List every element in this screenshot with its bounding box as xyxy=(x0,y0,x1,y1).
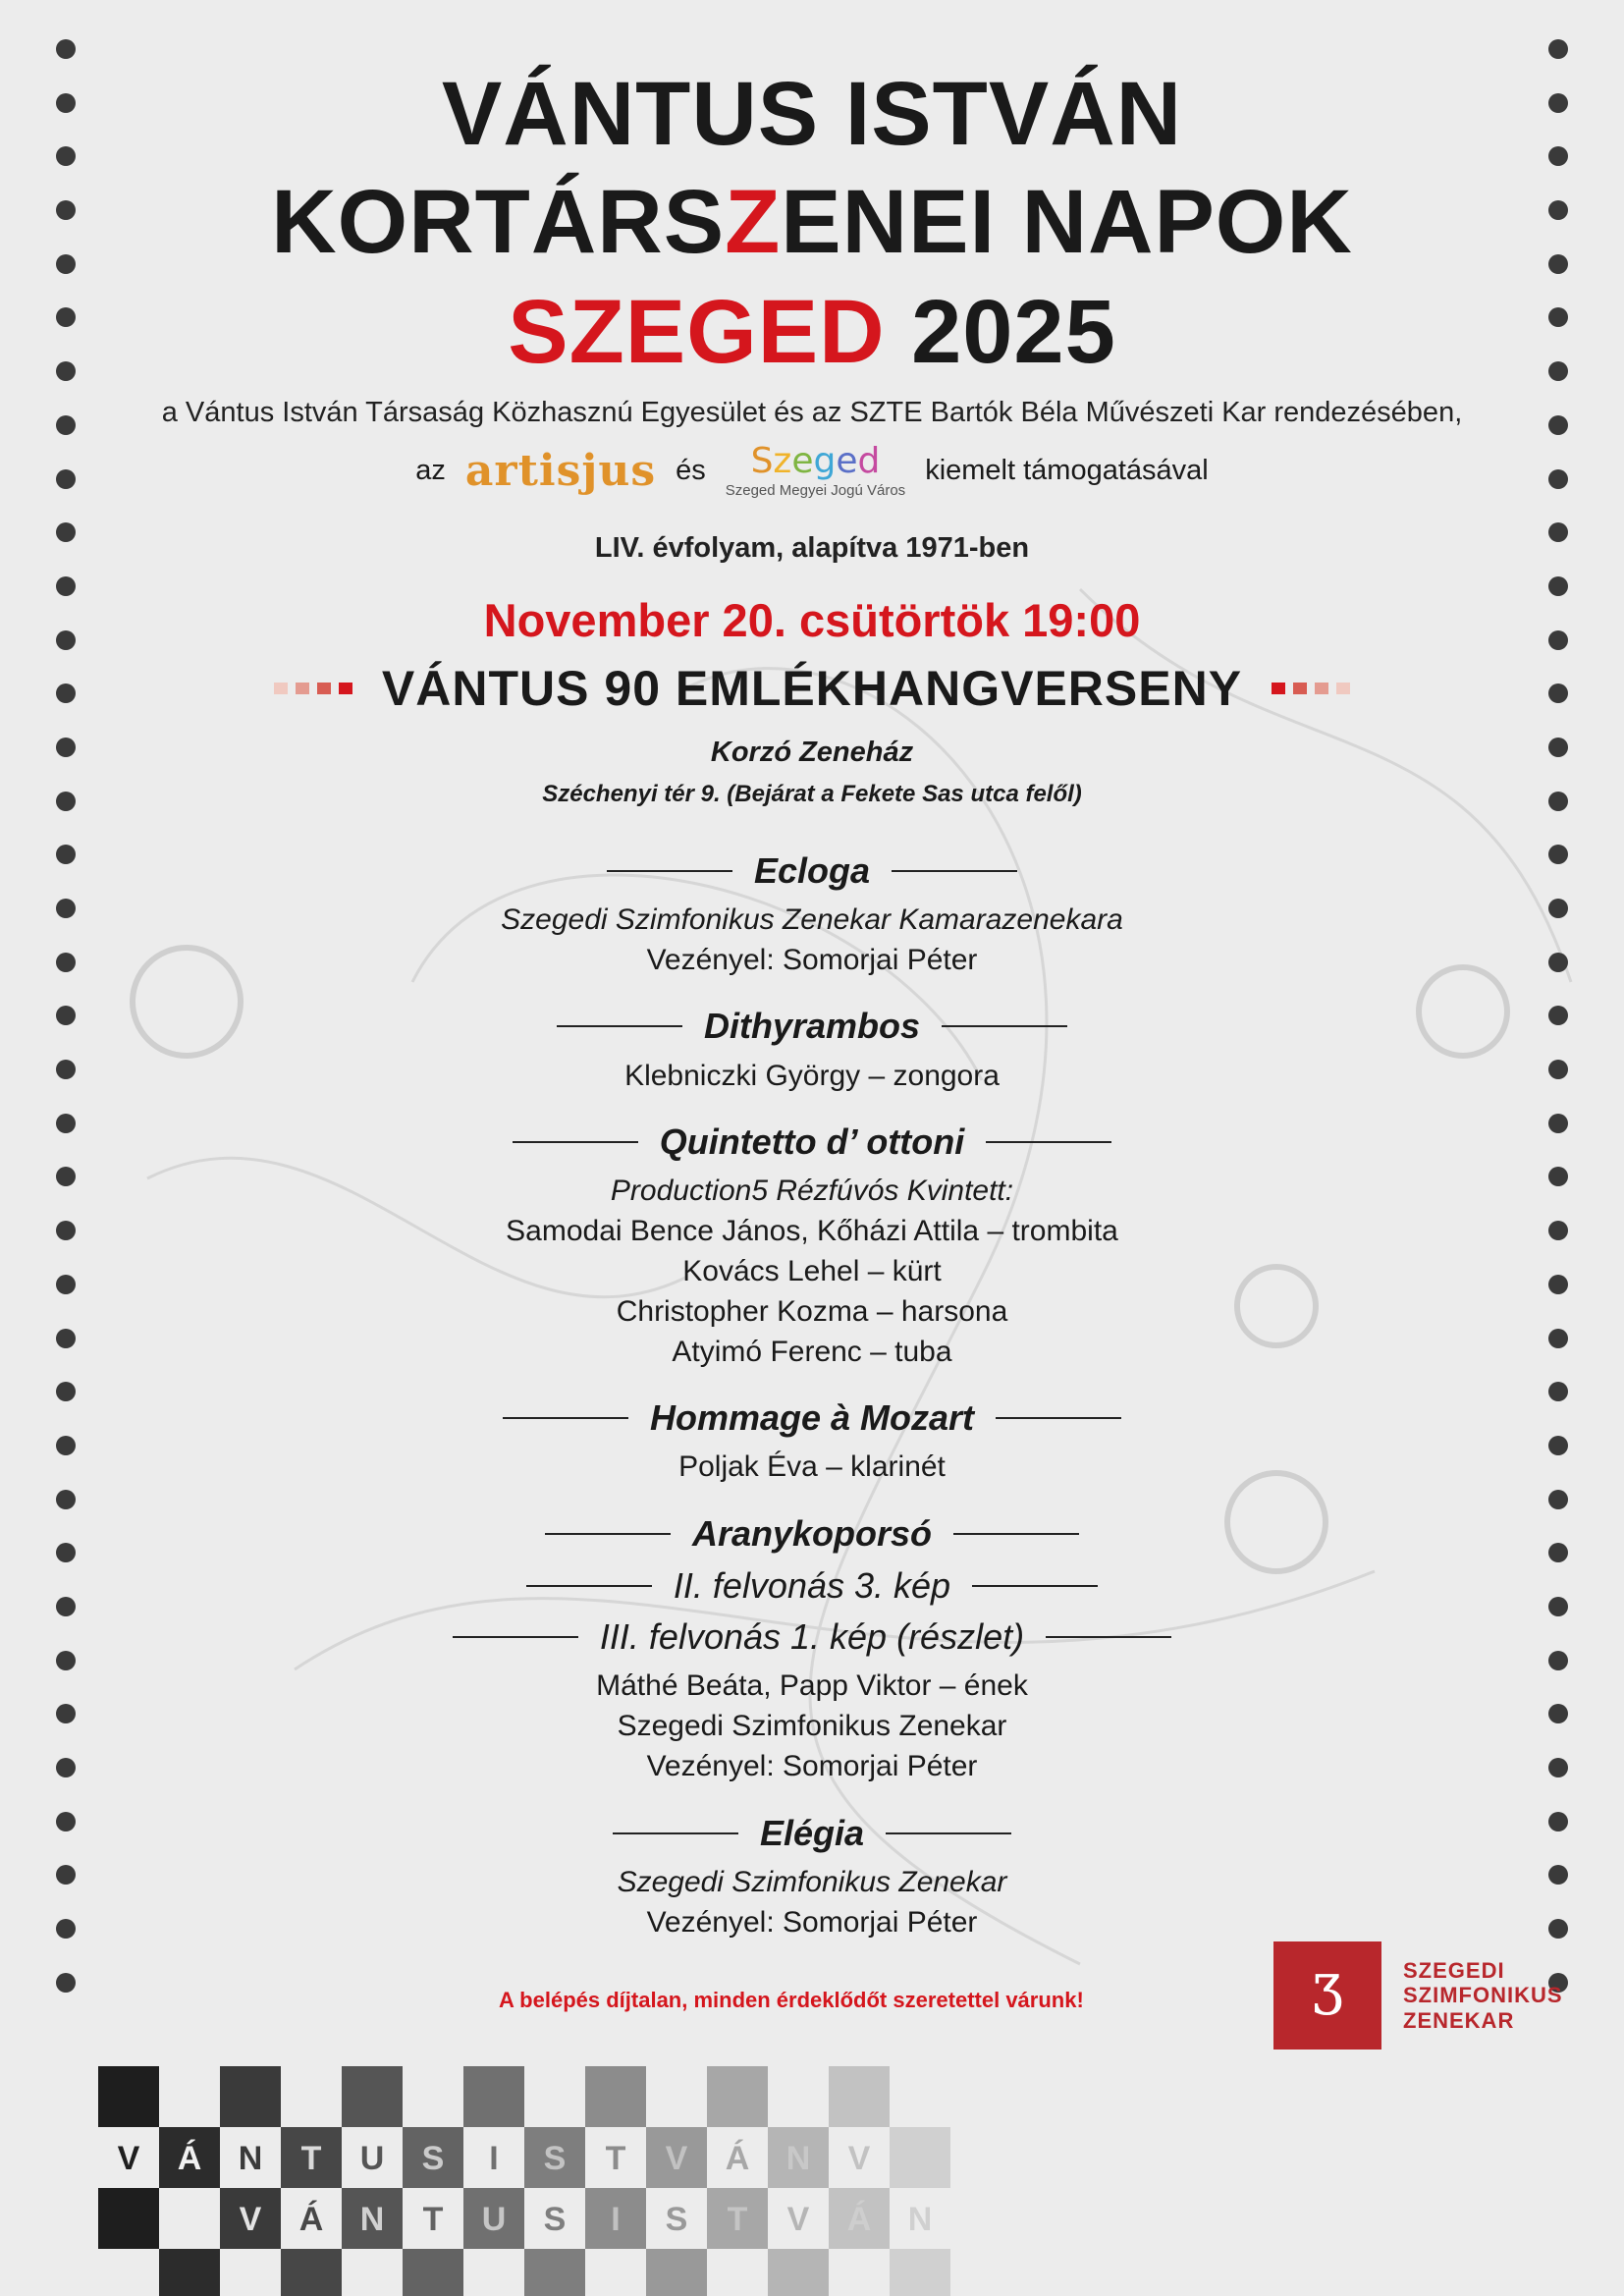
piece-subtitle: II. felvonás 3. kép xyxy=(673,1565,951,1606)
rule xyxy=(1046,1636,1171,1638)
sponsor-row xyxy=(0,441,1624,499)
footer-letter: V xyxy=(847,2140,871,2177)
piece-title: Hommage à Mozart xyxy=(649,1397,975,1438)
piece-title: Ecloga xyxy=(753,850,871,891)
piece-title: Aranykoporsó xyxy=(691,1513,933,1554)
rule xyxy=(503,1417,628,1419)
checker-square xyxy=(890,2127,950,2188)
checker-square xyxy=(342,2066,403,2127)
footer-letter: N xyxy=(785,2140,811,2177)
orchestra-logo-line: ZENEKAR xyxy=(1403,2007,1515,2033)
conductor-line: Vezényel: Somorjai Péter xyxy=(646,1750,978,1782)
checker-square xyxy=(646,2066,707,2127)
piece-title: Elégia xyxy=(759,1813,865,1853)
footer-letter: Á xyxy=(846,2201,872,2238)
artisjus-logo: artisjus xyxy=(464,446,657,496)
szeged-logo-word: Szeged xyxy=(750,441,881,481)
checker-square xyxy=(768,2066,829,2127)
orchestra-logo-line: SZIMFONIKUS xyxy=(1403,1983,1563,2008)
rule xyxy=(526,1585,652,1587)
performer-line: Samodai Bence János, Kőházi Attila – trombita xyxy=(506,1215,1118,1247)
footer-letter: V xyxy=(665,2140,688,2177)
footer-letter: V xyxy=(117,2140,140,2177)
conductor-line: Vezényel: Somorjai Péter xyxy=(646,1906,978,1939)
checker-square xyxy=(98,2188,159,2249)
title-z-red: Z xyxy=(725,172,782,272)
footer-letter: V xyxy=(239,2201,262,2238)
footer-letter: U xyxy=(359,2140,385,2177)
szeged-city-logo xyxy=(725,441,906,499)
checker-square xyxy=(159,2188,220,2249)
title-year: 2025 xyxy=(911,282,1116,382)
dashes-right xyxy=(1272,683,1350,694)
rule xyxy=(886,1832,1011,1834)
venue-address: Széchenyi tér 9. (Bejárat a Fekete Sas utca felől) xyxy=(542,781,1082,807)
szeged-logo-subtitle: Szeged Megyei Jogú Város xyxy=(725,482,906,499)
piece-quintetto xyxy=(0,1121,1624,1163)
checker-square xyxy=(890,2066,950,2127)
checker-square xyxy=(403,2066,463,2127)
footer-letter: N xyxy=(238,2140,263,2177)
rule xyxy=(545,1533,671,1535)
border-dot xyxy=(56,1973,76,1993)
title-enei-napok: ENEI NAPOK xyxy=(781,172,1353,272)
sponsor-prefix: az xyxy=(415,455,446,486)
footer-letter: N xyxy=(907,2201,933,2238)
performer-line: Szegedi Szimfonikus Zenekar Kamarazenekara xyxy=(501,903,1123,936)
title-kortars: KORTÁRS xyxy=(271,172,726,272)
rule xyxy=(942,1025,1067,1027)
checker-square xyxy=(585,2066,646,2127)
footer-letter: S xyxy=(421,2140,445,2177)
checker-square xyxy=(281,2066,342,2127)
checker-square xyxy=(463,2066,524,2127)
checker-square xyxy=(829,2066,890,2127)
checker-square xyxy=(159,2249,220,2296)
footer-letter: S xyxy=(543,2140,567,2177)
footer-letter: U xyxy=(481,2201,507,2238)
title-line-2 xyxy=(0,172,1624,272)
piece-subsection xyxy=(0,1565,1624,1607)
title-line-3 xyxy=(0,282,1624,382)
volume-text: LIV. évfolyam, alapítva 1971-ben xyxy=(594,532,1030,564)
orchestra-logo-mark: Ʒ xyxy=(1273,1941,1381,2050)
orchestra-logo-text xyxy=(1403,1958,1563,2033)
footer-letter: T xyxy=(727,2201,748,2238)
footer-letter: Á xyxy=(725,2140,750,2177)
footer-letter: T xyxy=(300,2140,322,2177)
footer-letter: I xyxy=(611,2201,621,2238)
ensemble-line: Production5 Rézfúvós Kvintett: xyxy=(610,1175,1014,1207)
performer-line: Poljak Éva – klarinét xyxy=(678,1450,946,1483)
performer-line: Szegedi Szimfonikus Zenekar xyxy=(617,1866,1007,1898)
border-dot xyxy=(56,39,76,59)
piece-subtitle: III. felvonás 1. kép (részlet) xyxy=(599,1616,1025,1657)
checker-square xyxy=(707,2066,768,2127)
venue-name: Korzó Zeneház xyxy=(710,737,914,768)
orchestra-logo xyxy=(1273,1941,1563,2050)
footer-letter: N xyxy=(359,2201,385,2238)
footer-letter: I xyxy=(489,2140,499,2177)
piece-hommage xyxy=(0,1397,1624,1439)
footer-letter: T xyxy=(605,2140,626,2177)
footer-letter: Á xyxy=(298,2201,324,2238)
footer-letter: Á xyxy=(177,2140,202,2177)
performer-line: Máthé Beáta, Papp Viktor – ének xyxy=(596,1669,1028,1702)
rule xyxy=(513,1141,638,1143)
performer-line: Kovács Lehel – kürt xyxy=(682,1255,942,1287)
rule xyxy=(613,1832,738,1834)
footer-letter: S xyxy=(665,2201,688,2238)
piece-aranykoporso xyxy=(0,1513,1624,1555)
checker-square xyxy=(829,2249,890,2296)
checker-square xyxy=(342,2249,403,2296)
checker-square xyxy=(281,2249,342,2296)
conductor-line: Vezényel: Somorjai Péter xyxy=(646,944,978,976)
organizers-text: a Vántus István Társaság Közhasznú Egyesület és az SZTE Bartók Béla Művészeti Kar rendezésében, xyxy=(161,397,1463,428)
checker-square xyxy=(768,2249,829,2296)
footer-letter: V xyxy=(786,2201,810,2238)
checker-square xyxy=(159,2066,220,2127)
checker-square xyxy=(646,2249,707,2296)
free-entry-note: A belépés díjtalan, minden érdeklődőt szeretettel várunk! xyxy=(499,1988,1084,2012)
piece-subsection xyxy=(0,1616,1624,1658)
performer-line: Szegedi Szimfonikus Zenekar xyxy=(617,1710,1007,1742)
checker-square xyxy=(463,2249,524,2296)
piece-elegia xyxy=(0,1813,1624,1854)
checker-square xyxy=(707,2249,768,2296)
piece-title: Dithyrambos xyxy=(703,1006,921,1046)
checker-square xyxy=(524,2066,585,2127)
checker-square xyxy=(98,2249,159,2296)
sponsor-suffix: kiemelt támogatásával xyxy=(925,455,1209,486)
rule xyxy=(453,1636,578,1638)
event-title-row xyxy=(0,660,1624,717)
footer-letter: T xyxy=(422,2201,444,2238)
border-dot xyxy=(1548,1490,1568,1509)
piece-title: Quintetto d’ ottoni xyxy=(659,1121,965,1162)
concert-date: November 20. csütörtök 19:00 xyxy=(483,594,1141,646)
footer-checkerboard xyxy=(0,2062,1624,2296)
rule xyxy=(996,1417,1121,1419)
piece-ecloga xyxy=(0,850,1624,892)
rule xyxy=(557,1025,682,1027)
rule xyxy=(892,870,1017,872)
checker-square xyxy=(220,2066,281,2127)
performer-line: Christopher Kozma – harsona xyxy=(616,1295,1008,1328)
dashes-left xyxy=(274,683,352,694)
rule xyxy=(972,1585,1098,1587)
title-szeged: SZEGED xyxy=(508,282,886,382)
checker-square xyxy=(524,2249,585,2296)
border-dot xyxy=(56,1490,76,1509)
sponsor-and: és xyxy=(676,455,706,486)
rule xyxy=(607,870,732,872)
checker-square xyxy=(890,2249,950,2296)
title-line-1: VÁNTUS ISTVÁN xyxy=(441,64,1183,164)
checker-square xyxy=(98,2066,159,2127)
rule xyxy=(953,1533,1079,1535)
performer-line: Klebniczki György – zongora xyxy=(624,1060,1000,1092)
checker-square xyxy=(403,2249,463,2296)
checker-square xyxy=(585,2249,646,2296)
border-dot xyxy=(1548,39,1568,59)
checker-square xyxy=(220,2249,281,2296)
orchestra-logo-line: SZEGEDI xyxy=(1403,1958,1505,1984)
event-title: VÁNTUS 90 EMLÉKHANGVERSENY xyxy=(381,661,1243,716)
rule xyxy=(986,1141,1111,1143)
performer-line: Atyimó Ferenc – tuba xyxy=(672,1336,952,1368)
footer-letter: S xyxy=(543,2201,567,2238)
piece-dithyrambos xyxy=(0,1006,1624,1047)
